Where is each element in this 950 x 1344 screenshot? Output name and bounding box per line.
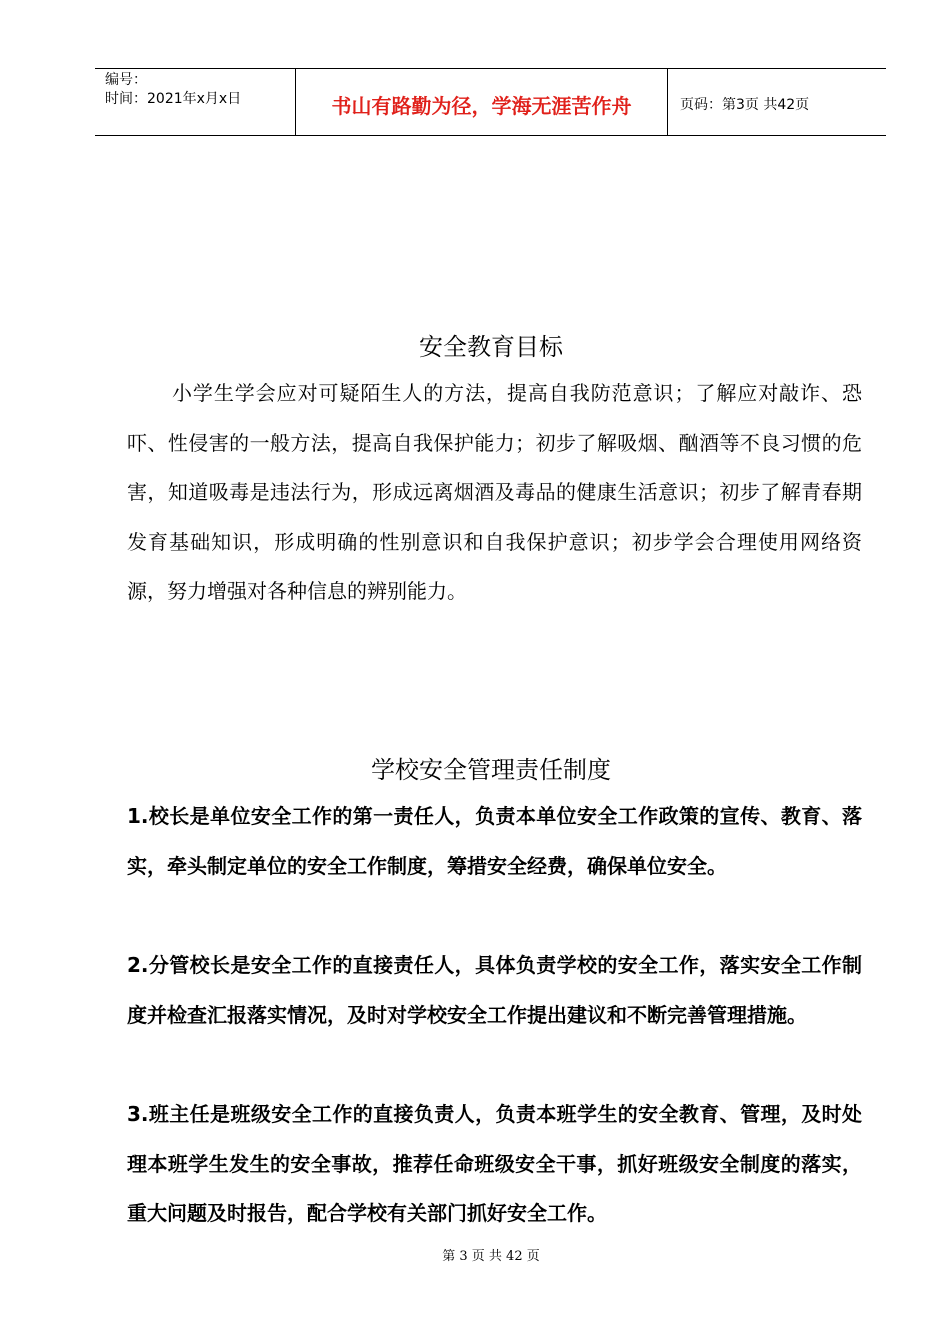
page-header [95,68,886,136]
responsibility-item-2: 2.分管校长是安全工作的直接责任人，具体负责学校的安全工作，落实安全工作制度并检查汇报落实情况，及时对学校安全工作提出建议和不断完善管理措施。 [127,953,862,1027]
safety-goals-paragraph: 小学生学会应对可疑陌生人的方法，提高自我防范意识；了解应对敲诈、恐吓、性侵害的一般方法，提高自我保护能力；初步了解吸烟、酗酒等不良习惯的危害，知道吸毒是违法行为，形成远离烟酒及毒品的健康生活意识；初步了解青春期发育基础知识，形成明确的性别意识和自我保护意识；初步学会合理使用网络资源，努力增强对各种信息的辨别能力。 [127,381,862,603]
responsibility-item-3: 3.班主任是班级安全工作的直接负责人，负责本班学生的安全教育、管理，及时处理本班学生发生的安全事故，推荐任命班级安全干事，抓好班级安全制度的落实，重大问题及时报告，配合学校有关部门抓好安全工作。 [127,1102,862,1225]
header-motto: 书山有路勤为径，学海无涯苦作舟 [296,69,668,135]
document-number-label: 编号： [105,72,147,88]
header-page-label: 页码：第3页 共42页 [680,97,810,113]
document-time-label: 时间：2021年x月x日 [105,91,242,107]
responsibility-item-1: 1.校长是单位安全工作的第一责任人，负责本单位安全工作政策的宣传、教育、落实，牵头制定单位的安全工作制度，筹措安全经费，确保单位安全。 [127,804,862,878]
header-meta [95,69,296,135]
page-footer: 第 3 页 共 42 页 [442,1249,540,1264]
section-title-safety-goals: 安全教育目标 [419,333,563,361]
section-title-responsibility-system: 学校安全管理责任制度 [371,756,611,784]
